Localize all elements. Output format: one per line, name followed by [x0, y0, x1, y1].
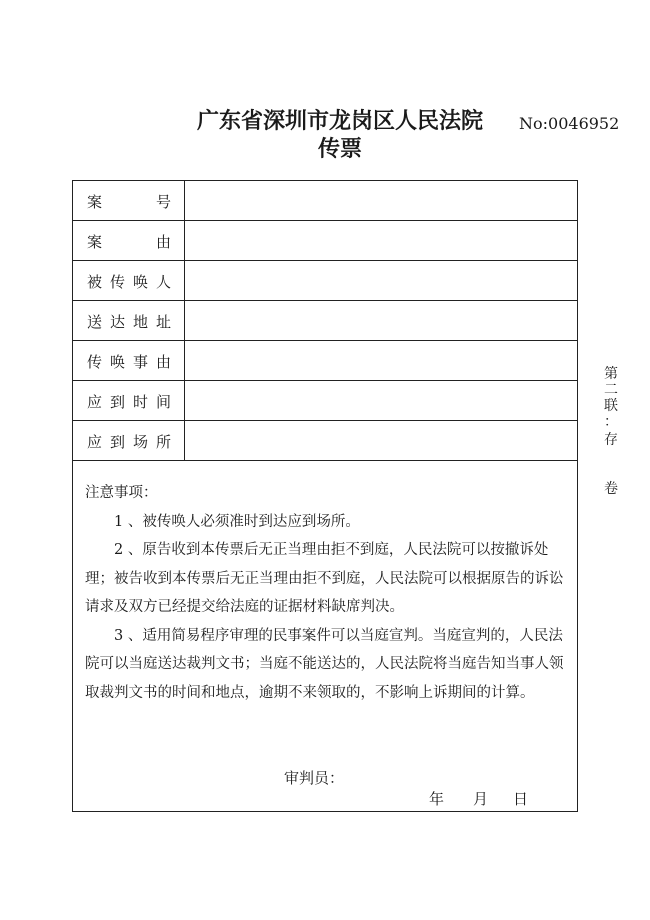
- row-label: [73, 301, 185, 340]
- row-label: [73, 181, 185, 220]
- copy-designation-char: 联: [604, 398, 618, 414]
- row-label-char: 被: [87, 273, 103, 291]
- row-label-char: 案: [87, 193, 103, 211]
- judge-label: 审判员：: [284, 769, 345, 787]
- row-value-field[interactable]: [185, 421, 577, 460]
- copy-designation-char: ：: [604, 414, 618, 430]
- row-label: [73, 381, 185, 420]
- note-item: 1 、被传唤人必须准时到达应到场所。: [114, 513, 360, 530]
- row-label-char: 由: [156, 353, 172, 371]
- row-label-char: 唤: [110, 353, 126, 371]
- row-label-char: 人: [156, 273, 172, 291]
- notes-heading: 注意事项：: [85, 485, 158, 501]
- note-item: 3 、适用简易程序审理的民事案件可以当庭宣判。当庭宣判的，人民法院可以当庭送达裁判文书；当庭不能送达的，人民法院将当庭告知当事人领取裁判文书的时间和地点，逾期不来领取的，不影响上诉期间的计算。: [85, 627, 564, 701]
- row-label-char: 到: [110, 433, 126, 451]
- date-day: 日: [513, 790, 529, 808]
- row-label-char: 应: [87, 393, 103, 411]
- table-row: [73, 421, 577, 461]
- table-row: [73, 341, 577, 381]
- document-type-title: 传票: [317, 136, 362, 162]
- row-label-char: 场: [133, 433, 149, 451]
- copy-designation-char: 卷: [604, 481, 618, 497]
- table-row: [73, 181, 577, 221]
- row-label: [73, 221, 185, 260]
- row-label-char: 地: [133, 313, 149, 331]
- row-value-field[interactable]: [185, 181, 577, 220]
- row-value-field[interactable]: [185, 261, 577, 300]
- date-month: 月: [473, 790, 489, 808]
- row-label-char: 到: [110, 393, 126, 411]
- row-label-char: 唤: [133, 273, 149, 291]
- table-row: [73, 381, 577, 421]
- row-value-field[interactable]: [185, 221, 577, 260]
- date-year: 年: [429, 790, 445, 808]
- copy-designation-char: 存: [604, 432, 618, 448]
- row-value-field[interactable]: [185, 381, 577, 420]
- table-row: [73, 301, 577, 341]
- court-name-title: 广东省深圳市龙岗区人民法院: [196, 108, 483, 134]
- row-label-char: 达: [110, 313, 126, 331]
- row-label: [73, 261, 185, 300]
- row-label: [73, 341, 185, 380]
- table-row: [73, 221, 577, 261]
- row-label-char: 时: [133, 393, 149, 411]
- serial-number: No:0046952: [519, 114, 620, 133]
- row-label-char: 由: [156, 233, 172, 251]
- row-label-char: 号: [156, 193, 172, 211]
- summons-form: [72, 180, 578, 812]
- row-label: [73, 421, 185, 460]
- row-label-char: 案: [87, 233, 103, 251]
- row-label-char: 间: [156, 393, 172, 411]
- row-label-char: 址: [156, 313, 172, 331]
- table-row: [73, 261, 577, 301]
- note-item: 2 、原告收到本传票后无正当理由拒不到庭，人民法院可以按撤诉处理；被告收到本传票后无正当理由拒不到庭，人民法院可以根据原告的诉讼请求及双方已经提交给法庭的证据材料缺席判决。: [85, 542, 564, 615]
- row-label-char: 传: [110, 273, 126, 291]
- copy-designation-char: 第: [604, 366, 618, 382]
- row-label-char: 传: [87, 353, 103, 371]
- row-value-field[interactable]: [185, 341, 577, 380]
- row-label-char: 送: [87, 313, 103, 331]
- notes-section: [85, 479, 569, 707]
- row-label-char: 事: [133, 353, 149, 371]
- row-value-field[interactable]: [185, 301, 577, 340]
- row-label-char: 所: [156, 433, 172, 451]
- copy-designation-char: 二: [604, 382, 618, 398]
- row-label-char: 应: [87, 433, 103, 451]
